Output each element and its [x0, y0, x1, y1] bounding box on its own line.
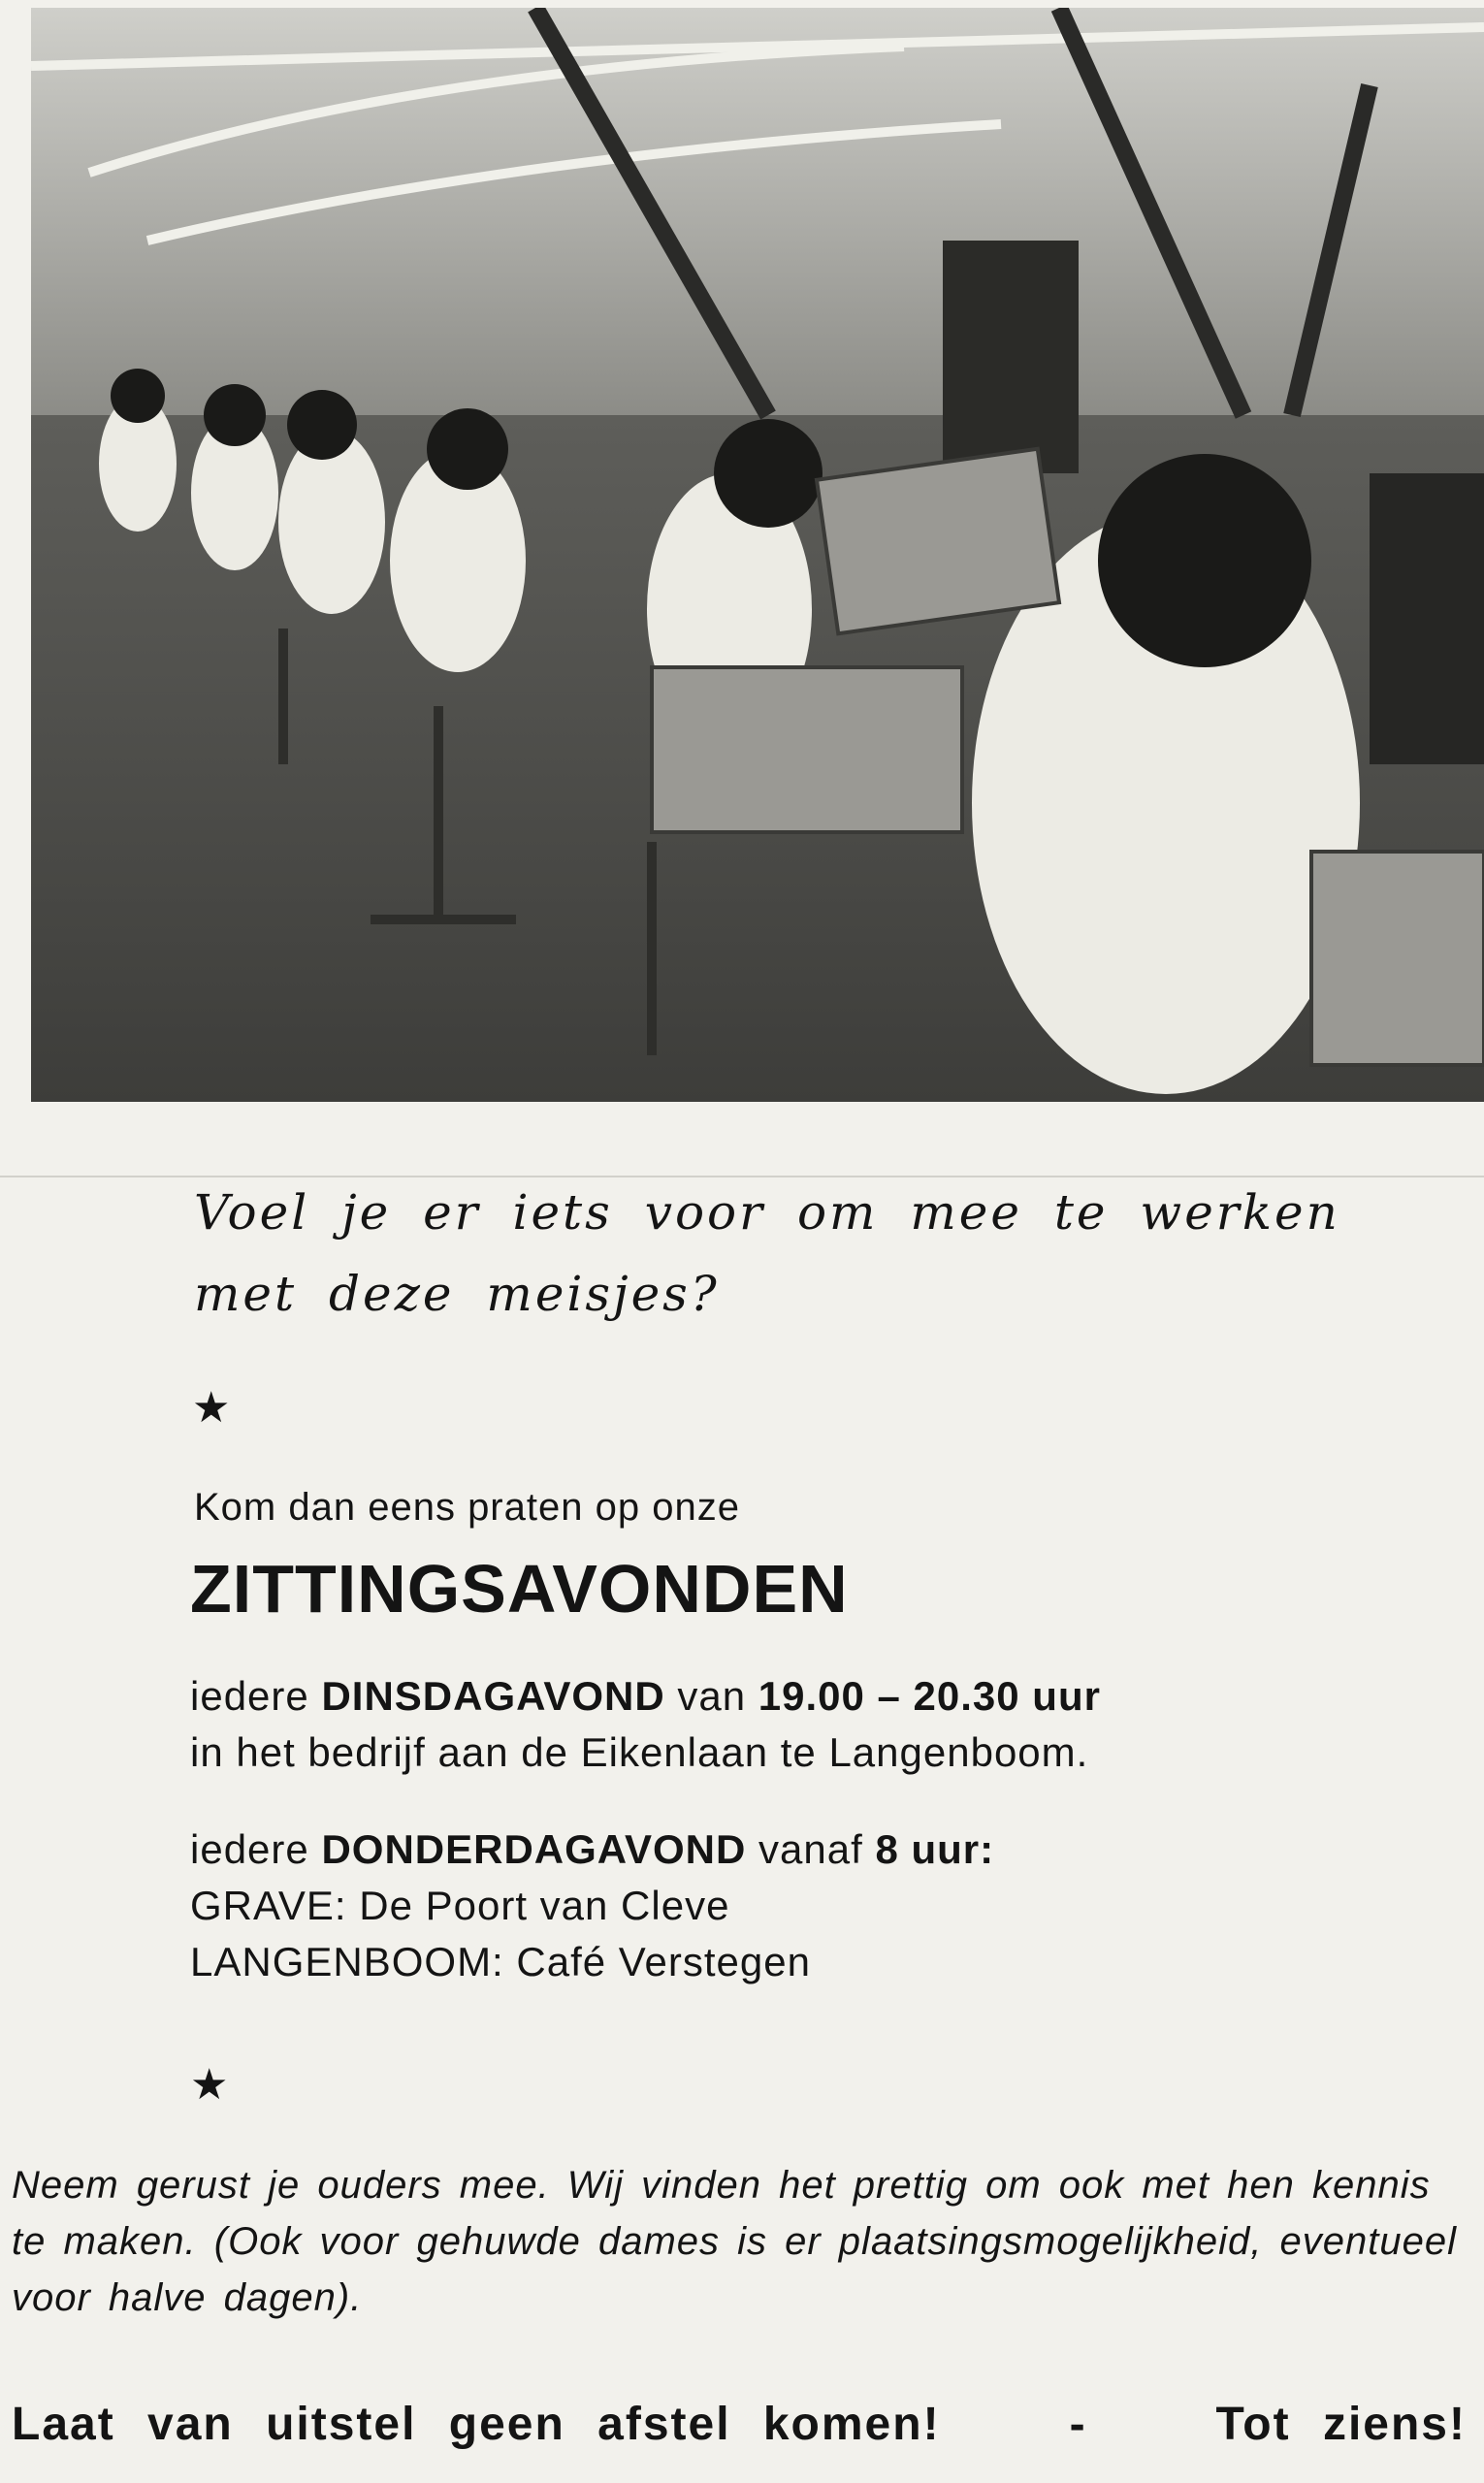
thursday-day: DONDERDAGAVOND — [321, 1826, 747, 1872]
tuesday-prefix: iedere — [190, 1673, 309, 1719]
thursday-place-grave: GRAVE: De Poort van Cleve — [190, 1883, 730, 1928]
footer-right: Tot ziens! — [1215, 2399, 1467, 2450]
star-icon: ★ — [192, 1384, 231, 1432]
tuesday-mid: van — [677, 1673, 747, 1719]
headline-line-1: Voel je er iets voor om mee te werken — [194, 1184, 1340, 1241]
thursday-schedule — [190, 1822, 994, 1990]
tuesday-location: in het bedrijf aan de Eikenlaan te Langenboom. — [190, 1729, 1089, 1775]
footer-dash: - — [1069, 2399, 1087, 2450]
tuesday-time: 19.00 – 20.30 uur — [758, 1673, 1101, 1719]
tuesday-day: DINSDAGAVOND — [321, 1673, 665, 1719]
factory-floor-photo — [31, 8, 1484, 1102]
tuesday-schedule — [190, 1668, 1101, 1781]
footer-slogan — [12, 2398, 1467, 2451]
headline — [194, 1172, 1416, 1335]
headline-line-2: met deze meisjes? — [194, 1266, 720, 1322]
intro-text: Kom dan eens praten op onze — [194, 1486, 740, 1529]
thursday-place-langenboom: LANGENBOOM: Café Verstegen — [190, 1939, 811, 1984]
footer-left: Laat van uitstel geen afstel komen! — [12, 2399, 941, 2450]
note-text: Neem gerust je ouders mee. Wij vinden het prettig om ook met hen kennis te maken. (Ook voor gehuwde dames is er plaatsingsmogelijkheid, eventueel voor halve dagen). — [12, 2164, 1457, 2319]
page-title: ZITTINGSAVONDEN — [190, 1551, 849, 1627]
thursday-prefix: iedere — [190, 1826, 309, 1872]
star-icon: ★ — [190, 2061, 229, 2109]
thursday-time: 8 uur: — [875, 1826, 995, 1872]
thursday-mid: vanaf — [758, 1826, 863, 1872]
